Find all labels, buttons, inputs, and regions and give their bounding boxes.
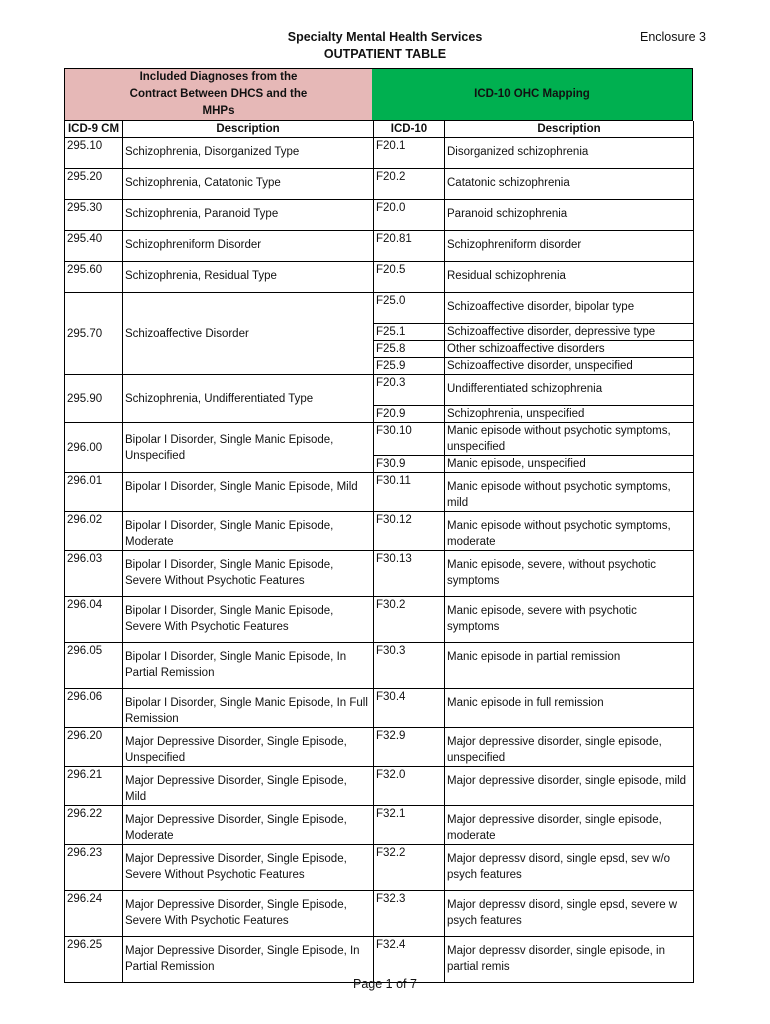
icd10-code: F20.3 [374, 375, 445, 406]
icd10-code: F30.12 [374, 512, 445, 551]
icd10-code: F30.2 [374, 597, 445, 643]
icd10-description: Manic episode, severe, without psychotic symptoms [445, 551, 694, 597]
icd9-description: Schizophrenia, Catatonic Type [123, 169, 374, 200]
table-row [65, 643, 694, 689]
outpatient-table [64, 121, 694, 983]
table-row [65, 728, 694, 767]
col-icd9-header: ICD-9 CM [65, 121, 123, 138]
table-row [65, 891, 694, 937]
icd10-description: Undifferentiated schizophrenia [445, 375, 694, 406]
icd10-code: F20.2 [374, 169, 445, 200]
table-row [65, 551, 694, 597]
icd10-description: Manic episode without psychotic symptoms, unspecified [445, 423, 694, 456]
table-row [65, 200, 694, 231]
icd9-code: 295.20 [65, 169, 123, 200]
icd9-code: 296.24 [65, 891, 123, 937]
icd10-description: Schizoaffective disorder, bipolar type [445, 293, 694, 324]
icd10-code: F30.10 [374, 423, 445, 456]
icd9-code: 295.30 [65, 200, 123, 231]
table-row [65, 806, 694, 845]
icd10-description: Schizophreniform disorder [445, 231, 694, 262]
table-row [65, 689, 694, 728]
icd10-code: F25.8 [374, 341, 445, 358]
icd10-description: Residual schizophrenia [445, 262, 694, 293]
icd9-code: 296.06 [65, 689, 123, 728]
icd9-code: 295.60 [65, 262, 123, 293]
icd9-code: 296.20 [65, 728, 123, 767]
icd9-code: 295.10 [65, 138, 123, 169]
icd10-code: F32.0 [374, 767, 445, 806]
table-row [65, 262, 694, 293]
icd9-code: 295.40 [65, 231, 123, 262]
icd10-code: F20.0 [374, 200, 445, 231]
icd9-description: Bipolar I Disorder, Single Manic Episode, Mild [123, 473, 374, 512]
icd10-code: F20.1 [374, 138, 445, 169]
icd10-description: Schizoaffective disorder, unspecified [445, 358, 694, 375]
icd10-description: Manic episode in full remission [445, 689, 694, 728]
icd10-code: F32.2 [374, 845, 445, 891]
icd10-code: F20.81 [374, 231, 445, 262]
table-row [65, 512, 694, 551]
table-row [65, 293, 694, 324]
icd9-code: 296.23 [65, 845, 123, 891]
icd10-code: F25.1 [374, 324, 445, 341]
table-row [65, 423, 694, 456]
icd10-description: Disorganized schizophrenia [445, 138, 694, 169]
icd10-code: F30.4 [374, 689, 445, 728]
icd10-description: Major depressv disord, single epsd, sev w/o psych features [445, 845, 694, 891]
icd10-code: F32.4 [374, 937, 445, 983]
icd9-code: 296.05 [65, 643, 123, 689]
table-row [65, 375, 694, 406]
col-desc9-header: Description [123, 121, 374, 138]
icd10-code: F25.9 [374, 358, 445, 375]
icd9-description: Bipolar I Disorder, Single Manic Episode, Unspecified [123, 423, 374, 473]
table-row [65, 767, 694, 806]
icd9-description: Schizophrenia, Paranoid Type [123, 200, 374, 231]
page-number: Page 1 of 7 [353, 977, 417, 991]
icd9-description: Schizoaffective Disorder [123, 293, 374, 375]
enclosure-label: Enclosure 3 [639, 30, 706, 44]
table-row [65, 937, 694, 983]
icd9-description: Bipolar I Disorder, Single Manic Episode, Severe With Psychotic Features [123, 597, 374, 643]
icd10-code: F32.1 [374, 806, 445, 845]
icd10-description: Major depressive disorder, single episode, unspecified [445, 728, 694, 767]
icd10-code: F30.3 [374, 643, 445, 689]
icd9-code: 295.90 [65, 375, 123, 423]
icd9-code: 295.70 [65, 293, 123, 375]
col-desc10-header: Description [445, 121, 694, 138]
icd10-code: F20.9 [374, 406, 445, 423]
icd9-code: 296.01 [65, 473, 123, 512]
icd10-description: Schizoaffective disorder, depressive type [445, 324, 694, 341]
icd10-mapping-banner: ICD-10 OHC Mapping [372, 68, 693, 121]
icd9-code: 296.21 [65, 767, 123, 806]
icd10-code: F20.5 [374, 262, 445, 293]
icd9-description: Bipolar I Disorder, Single Manic Episode, Severe Without Psychotic Features [123, 551, 374, 597]
icd10-description: Manic episode in partial remission [445, 643, 694, 689]
icd9-description: Bipolar I Disorder, Single Manic Episode, In Full Remission [123, 689, 374, 728]
icd10-description: Major depressv disorder, single episode, in partial remis [445, 937, 694, 983]
icd10-description: Catatonic schizophrenia [445, 169, 694, 200]
icd9-description: Bipolar I Disorder, Single Manic Episode, Moderate [123, 512, 374, 551]
icd9-description: Major Depressive Disorder, Single Episode, Moderate [123, 806, 374, 845]
icd9-description: Schizophrenia, Undifferentiated Type [123, 375, 374, 423]
icd9-code: 296.00 [65, 423, 123, 473]
icd9-code: 296.25 [65, 937, 123, 983]
icd10-description: Manic episode, severe with psychotic symptoms [445, 597, 694, 643]
icd10-description: Major depressv disord, single epsd, severe w psych features [445, 891, 694, 937]
icd10-description: Major depressive disorder, single episode, moderate [445, 806, 694, 845]
icd9-description: Major Depressive Disorder, Single Episode, Unspecified [123, 728, 374, 767]
icd10-description: Manic episode, unspecified [445, 456, 694, 473]
icd9-description: Schizophreniform Disorder [123, 231, 374, 262]
icd10-code: F30.11 [374, 473, 445, 512]
title-line-1: Specialty Mental Health Services [287, 30, 483, 44]
col-icd10-header: ICD-10 [374, 121, 445, 138]
icd10-description: Major depressive disorder, single episode, mild [445, 767, 694, 806]
icd9-description: Schizophrenia, Residual Type [123, 262, 374, 293]
icd9-description: Bipolar I Disorder, Single Manic Episode, In Partial Remission [123, 643, 374, 689]
icd10-code: F30.13 [374, 551, 445, 597]
icd10-description: Manic episode without psychotic symptoms, moderate [445, 512, 694, 551]
table-body [65, 138, 694, 983]
icd10-description: Schizophrenia, unspecified [445, 406, 694, 423]
icd9-description: Schizophrenia, Disorganized Type [123, 138, 374, 169]
table-row [65, 845, 694, 891]
icd9-description: Major Depressive Disorder, Single Episode, Severe Without Psychotic Features [123, 845, 374, 891]
icd10-description: Other schizoaffective disorders [445, 341, 694, 358]
icd9-code: 296.22 [65, 806, 123, 845]
table-row [65, 473, 694, 512]
table-row [65, 231, 694, 262]
icd10-code: F32.3 [374, 891, 445, 937]
title-line-2: OUTPATIENT TABLE [323, 47, 447, 61]
icd9-code: 296.03 [65, 551, 123, 597]
icd9-code: 296.02 [65, 512, 123, 551]
icd9-code: 296.04 [65, 597, 123, 643]
icd10-description: Paranoid schizophrenia [445, 200, 694, 231]
table-row [65, 138, 694, 169]
icd9-description: Major Depressive Disorder, Single Episode, Mild [123, 767, 374, 806]
icd10-description: Manic episode without psychotic symptoms, mild [445, 473, 694, 512]
icd10-code: F32.9 [374, 728, 445, 767]
icd9-description: Major Depressive Disorder, Single Episode, Severe With Psychotic Features [123, 891, 374, 937]
table-row [65, 597, 694, 643]
included-diagnoses-banner: Included Diagnoses from the Contract Between DHCS and the MHPs [64, 68, 373, 121]
icd9-description: Major Depressive Disorder, Single Episode, In Partial Remission [123, 937, 374, 983]
table-row [65, 169, 694, 200]
icd10-code: F30.9 [374, 456, 445, 473]
icd10-code: F25.0 [374, 293, 445, 324]
